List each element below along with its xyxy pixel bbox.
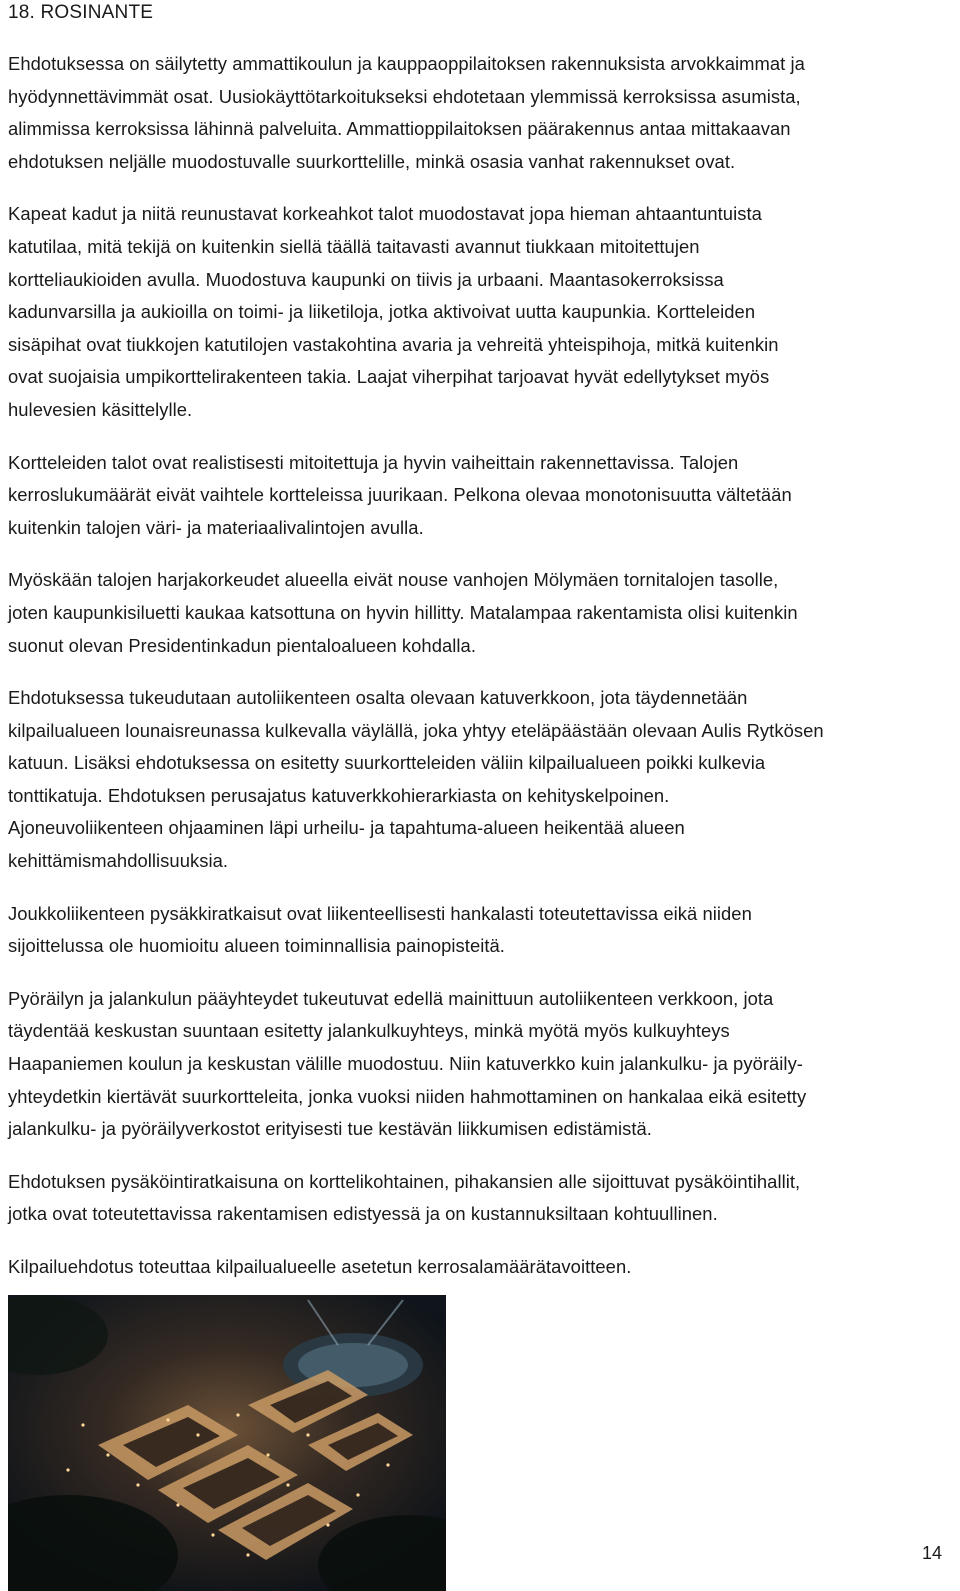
text-line: kuitenkin talojen väri- ja materiaalivalintojen avulla. <box>8 516 424 538</box>
text-line: ovat suojaisia umpikorttelirakenteen takia. Laajat viherpihat tarjoavat hyvät edellytykset myös <box>8 366 770 388</box>
paragraph <box>8 447 952 545</box>
text-line: hulevesien käsittelylle. <box>8 398 193 420</box>
text-line: Joukkoliikenteen pysäkkiratkaisut ovat liikenteellisesti hankalasti toteutettavissa eikä niiden <box>8 902 752 924</box>
paragraph <box>8 1166 952 1231</box>
section-heading: 18. ROSINANTE <box>8 2 154 23</box>
paragraph <box>8 983 952 1146</box>
paragraph <box>8 898 952 963</box>
text-line: kehittämismahdollisuuksia. <box>8 850 229 872</box>
text-line: kerroslukumäärät eivät vaihtele kortteleissa juurikaan. Pelkona olevaa monotonisuutta vältetään <box>8 484 792 506</box>
text-line: suonut olevan Presidentinkadun pientaloalueen kohdalla. <box>8 634 476 656</box>
aerial-rendering-graphic <box>8 1295 446 1591</box>
text-line: katuun. Lisäksi ehdotuksessa on esitetty suurkortteleiden väliin kilpailualueen poikki kulkevia <box>8 752 766 774</box>
paragraph <box>8 198 952 426</box>
text-line: Myöskään talojen harjakorkeudet alueella eivät nouse vanhojen Mölymäen tornitalojen tasolle, <box>8 569 779 591</box>
text-line: yhteydetkin kiertävät suurkortteleita, jonka vuoksi niiden hahmottaminen on hankalaa eikä esitetty <box>8 1085 807 1107</box>
text-line: katutilaa, mitä tekijä on kuitenkin siellä täällä taitavasti avannut tiukkaan mitoitettujen <box>8 235 700 257</box>
text-line: hyödynnettävimmät osat. Uusiokäyttötarkoitukseksi ehdotetaan ylemmissä kerroksissa asumista, <box>8 85 801 107</box>
text-line: kilpailualueen lounaisreunassa kulkevalla väylällä, joka yhtyy eteläpäästään olevaan Aulis Rytkösen <box>8 719 824 741</box>
text-line: sijoittelussa ole huomioitu alueen toiminnallisia painopisteitä. <box>8 935 505 957</box>
text-line: Kortteleiden talot ovat realistisesti mitoitettuja ja hyvin vaiheittain rakennettavissa. Talojen <box>8 451 739 473</box>
text-line: jotka ovat toteutettavissa rakentamisen edistyessä ja on kustannuksiltaan kohtuullinen. <box>8 1203 718 1225</box>
text-line: Ehdotuksessa on säilytetty ammattikoulun ja kauppaoppilaitoksen rakennuksista arvokkaimmat ja <box>8 53 805 74</box>
page-number: 14 <box>921 1543 942 1563</box>
text-line: kadunvarsilla ja aukioilla on toimi- ja liiketiloja, jotka aktivoivat uutta kaupunkia. Kortteleiden <box>8 301 756 323</box>
text-line: kortteliaukioiden avulla. Muodostuva kaupunki on tiivis ja urbaani. Maantasokerroksissa <box>8 268 724 290</box>
text-line: Kapeat kadut ja niitä reunustavat korkeahkot talot muodostavat jopa hieman ahtaantuntuista <box>8 203 762 225</box>
paragraph <box>8 682 952 878</box>
paragraph <box>8 48 952 178</box>
text-line: alimmissa kerroksissa lähinnä palveluita. Ammattioppilaitoksen päärakennus antaa mittakaavan <box>8 118 791 140</box>
text-line: tonttikatuja. Ehdotuksen perusajatus katuverkkohierarkiasta on kehityskelpoinen. <box>8 784 670 806</box>
paragraph <box>8 1251 952 1284</box>
document-body <box>8 48 952 1304</box>
text-line: Ehdotuksessa tukeudutaan autoliikenteen osalta olevaan katuverkkoon, jota täydennetään <box>8 687 748 709</box>
text-line: sisäpihat ovat tiukkojen katutilojen vastakohtina avaria ja vehreitä yhteispihoja, mitkä kuitenkin <box>8 333 779 355</box>
text-line: Ajoneuvoliikenteen ohjaaminen läpi urheilu- ja tapahtuma-alueen heikentää alueen <box>8 817 685 839</box>
text-line: Kilpailuehdotus toteuttaa kilpailualueelle asetetun kerrosalamäärätavoitteen. <box>8 1256 632 1277</box>
paragraph <box>8 564 952 662</box>
text-line: ehdotuksen neljälle muodostuvalle suurkorttelille, minkä osasia vanhat rakennukset ovat. <box>8 150 736 172</box>
text-line: täydentää keskustan suuntaan esitetty jalankulkuyhteys, minkä myötä myös kulkuyhteys <box>8 1020 730 1042</box>
text-line: Haapaniemen koulun ja keskustan välille muodostuu. Niin katuverkko kuin jalankulku- ja pyöräily- <box>8 1053 803 1075</box>
text-line: Ehdotuksen pysäköintiratkaisuna on korttelikohtainen, pihakansien alle sijoittuvat pysäköintihallit, <box>8 1170 801 1192</box>
text-line: jalankulku- ja pyöräilyverkostot erityisesti tue kestävän liikkumisen edistämistä. <box>8 1118 652 1140</box>
text-line: joten kaupunkisiluetti kaukaa katsottuna on hyvin hillitty. Matalampaa rakentamista olisi kuitenkin <box>8 601 798 623</box>
text-line: Pyöräilyn ja jalankulun pääyhteydet tukeutuvat edellä mainittuun autoliikenteen verkkoon, jota <box>8 987 774 1009</box>
aerial-night-rendering-image <box>8 1295 446 1591</box>
